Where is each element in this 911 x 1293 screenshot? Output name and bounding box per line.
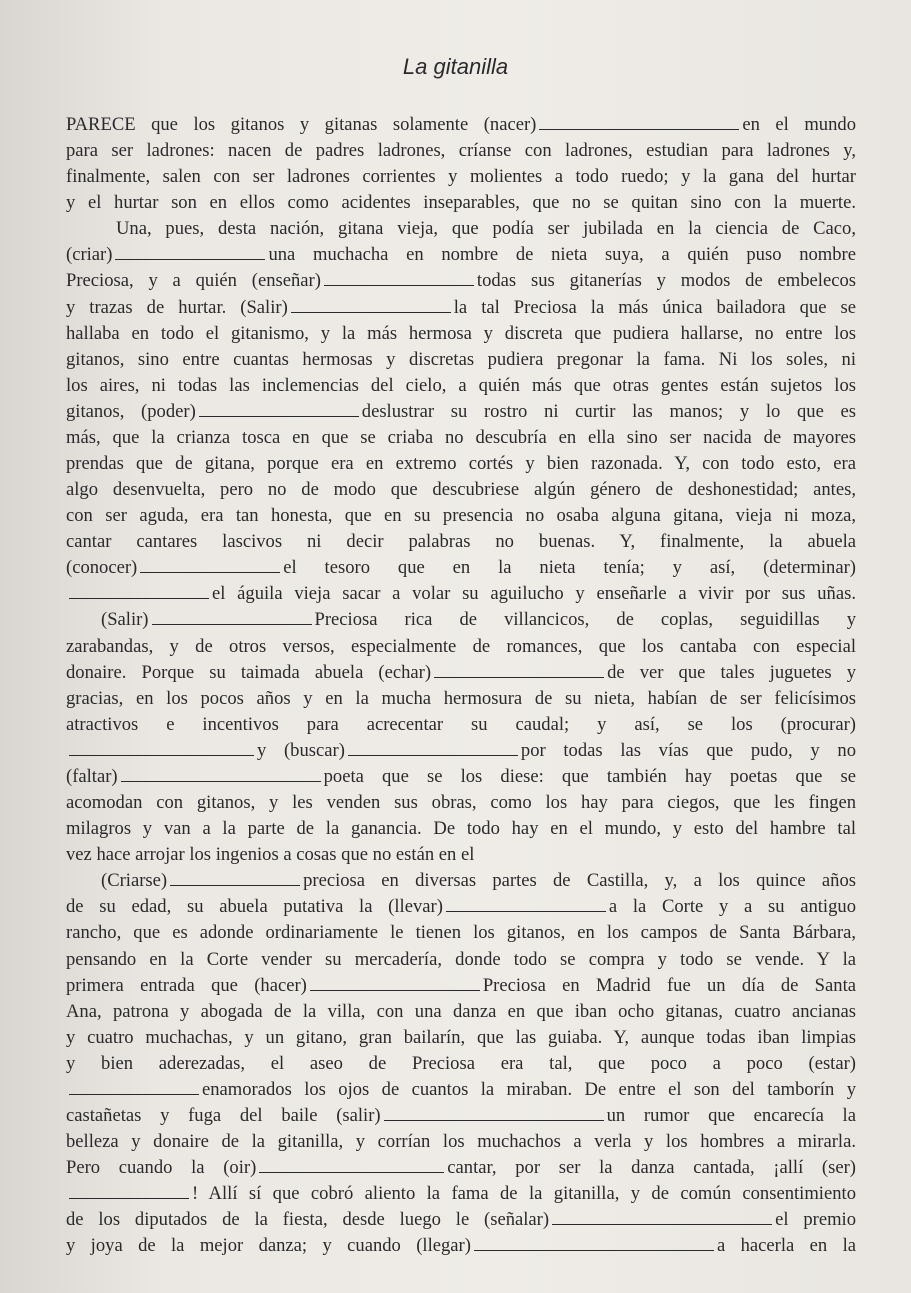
blank-field[interactable] — [152, 610, 312, 625]
text-line: los aires, ni todas las inclemencias del cielo, a quién más que otras gentes están sujetos los — [66, 374, 856, 396]
text-line: Preciosa, y a quién (enseñar) todas sus gitanerías y modos de embelecos — [66, 270, 856, 292]
text-line: belleza y donaire de la gitanilla, y corrían los muchachos a verla y los hombres a mirarla. — [66, 1131, 856, 1153]
text-line: y el hurtar son en ellos como acidentes inseparables, que no se quitan sino con la muerte. — [66, 192, 856, 214]
text-line: pensando en la Corte vender su mercadería, donde todo se compra y todo se vende. Y la — [66, 948, 856, 970]
blank-field[interactable] — [69, 584, 209, 599]
text-line: gitanos, (poder) deslustrar su rostro ni curtir las manos; y lo que es — [66, 400, 856, 422]
text-line: finalmente, salen con ser ladrones corrientes y molientes a todo ruedo; y la gana del hurtar — [66, 166, 856, 188]
blank-field[interactable] — [434, 663, 604, 678]
blank-field[interactable] — [348, 741, 518, 756]
text-body — [66, 112, 856, 1259]
text-line: y trazas de hurtar. (Salir) la tal Preciosa la más única bailadora que se — [66, 296, 856, 318]
text-line: castañetas y fuga del baile (salir) un rumor que encarecía la — [66, 1104, 856, 1126]
blank-field[interactable] — [140, 558, 280, 573]
text-line: gracias, en los pocos años y en la mucha hermosura de su nieta, habían de ser felicísimos — [66, 687, 856, 709]
text-line: y joya de la mejor danza; y cuando (llegar) a hacerla en la — [66, 1235, 856, 1257]
text-line: (Salir) Preciosa rica de villancicos, de coplas, seguidillas y — [101, 609, 856, 631]
text-line: prendas que de gitana, porque era en extremo cortés y bien razonada. Y, con todo esto, era — [66, 453, 856, 475]
text-line: y bien aderezadas, el aseo de Preciosa era tal, que poco a poco (estar) — [66, 1052, 856, 1074]
text-line: (criar) una muchacha en nombre de nieta suya, a quién puso nombre — [66, 244, 856, 266]
text-line: vez hace arrojar los ingenios a cosas que no están en el — [66, 844, 475, 866]
text-line: hallaba en todo el gitanismo, y la más hermosa y discreta que pudiera hallarse, no entre los — [66, 322, 856, 344]
text-line: donaire. Porque su taimada abuela (echar) de ver que tales juguetes y — [66, 661, 856, 683]
text-line: (conocer) el tesoro que en la nieta tenía; y así, (determinar) — [66, 557, 856, 579]
text-line: PARECE que los gitanos y gitanas solamente (nacer) en el mundo — [66, 114, 856, 135]
text-line: y cuatro muchachas, y un gitano, gran bailarín, que las guiaba. Y, aunque todas iban limpias — [66, 1026, 856, 1048]
blank-field[interactable] — [199, 402, 359, 417]
text-line: Una, pues, desta nación, gitana vieja, que podía ser jubilada en la ciencia de Caco, — [116, 218, 856, 240]
text-line: ! Allí sí que cobró aliento la fama de la gitanilla, y de común consentimiento — [66, 1181, 856, 1207]
blank-field[interactable] — [69, 1184, 189, 1199]
text-line: enamorados los ojos de cuantos la miraban. De entre el son del tamborín y — [66, 1077, 856, 1103]
blank-field[interactable] — [384, 1106, 604, 1121]
text-line: el águila vieja sacar a volar su aguilucho y enseñarle a vivir por sus uñas. — [66, 581, 856, 607]
blank-field[interactable] — [115, 245, 265, 260]
blank-field[interactable] — [259, 1158, 444, 1173]
text-line: de los diputados de la fiesta, desde luego le (señalar) el premio — [66, 1209, 856, 1231]
blank-field[interactable] — [69, 1080, 199, 1095]
text-line: para ser ladrones: nacen de padres ladrones, críanse con ladrones, estudian para ladrones y, — [66, 140, 856, 162]
blank-field[interactable] — [291, 298, 451, 313]
blank-field[interactable] — [446, 897, 606, 912]
text-line: con ser aguda, era tan honesta, que en su presencia no osaba alguna gitana, vieja ni moza, — [66, 505, 856, 527]
text-line: algo desenvuelta, pero no de modo que descubriese algún género de deshonestidad; antes, — [66, 479, 856, 501]
text-line: primera entrada que (hacer) Preciosa en Madrid fue un día de Santa — [66, 974, 856, 996]
blank-field[interactable] — [170, 871, 300, 886]
text-line: acomodan con gitanos, y les venden sus obras, como los hay para ciegos, que les fingen — [66, 792, 856, 814]
blank-field[interactable] — [121, 767, 321, 782]
blank-field[interactable] — [310, 976, 480, 991]
text-line: gitanos, sino entre cuantas hermosas y discretas pudiera pregonar la fama. Ni los soles, ni — [66, 348, 856, 370]
text-line: más, que la crianza tosca en que se criaba no descubría en ella sino ser nacida de mayores — [66, 426, 856, 448]
text-line: atractivos e incentivos para acrecentar su caudal; y así, se los (procurar) — [66, 713, 856, 735]
page-title: La gitanilla — [402, 54, 509, 79]
blank-field[interactable] — [69, 741, 254, 756]
text-line: Ana, patrona y abogada de la villa, con una danza en que iban ocho gitanas, cuatro ancianas — [66, 1000, 856, 1022]
text-line: rancho, que es adonde ordinariamente le tienen los gitanos, en los campos de Santa Bárbara, — [66, 922, 856, 944]
blank-field[interactable] — [539, 115, 739, 130]
blank-field[interactable] — [552, 1210, 772, 1225]
text-line: cantar cantares lascivos ni decir palabras no buenas. Y, finalmente, la abuela — [66, 531, 856, 553]
blank-field[interactable] — [474, 1236, 714, 1251]
text-line: zarabandas, y de otros versos, especialmente de romances, que los cantaba con especial — [66, 635, 856, 657]
text-line: Pero cuando la (oir) cantar, por ser la danza cantada, ¡allí (ser) — [66, 1157, 856, 1179]
blank-field[interactable] — [324, 271, 474, 286]
text-line: de su edad, su abuela putativa la (llevar) a la Corte y a su antiguo — [66, 896, 856, 918]
text-line: milagros y van a la parte de la ganancia. De todo hay en el mundo, y esto del hambre tal — [66, 818, 856, 840]
text-line: y (buscar) por todas las vías que pudo, y no — [66, 738, 856, 764]
text-line: (faltar) poeta que se los diese: que también hay poetas que se — [66, 765, 856, 787]
text-line: (Criarse) preciosa en diversas partes de Castilla, y, a los quince años — [101, 870, 856, 892]
